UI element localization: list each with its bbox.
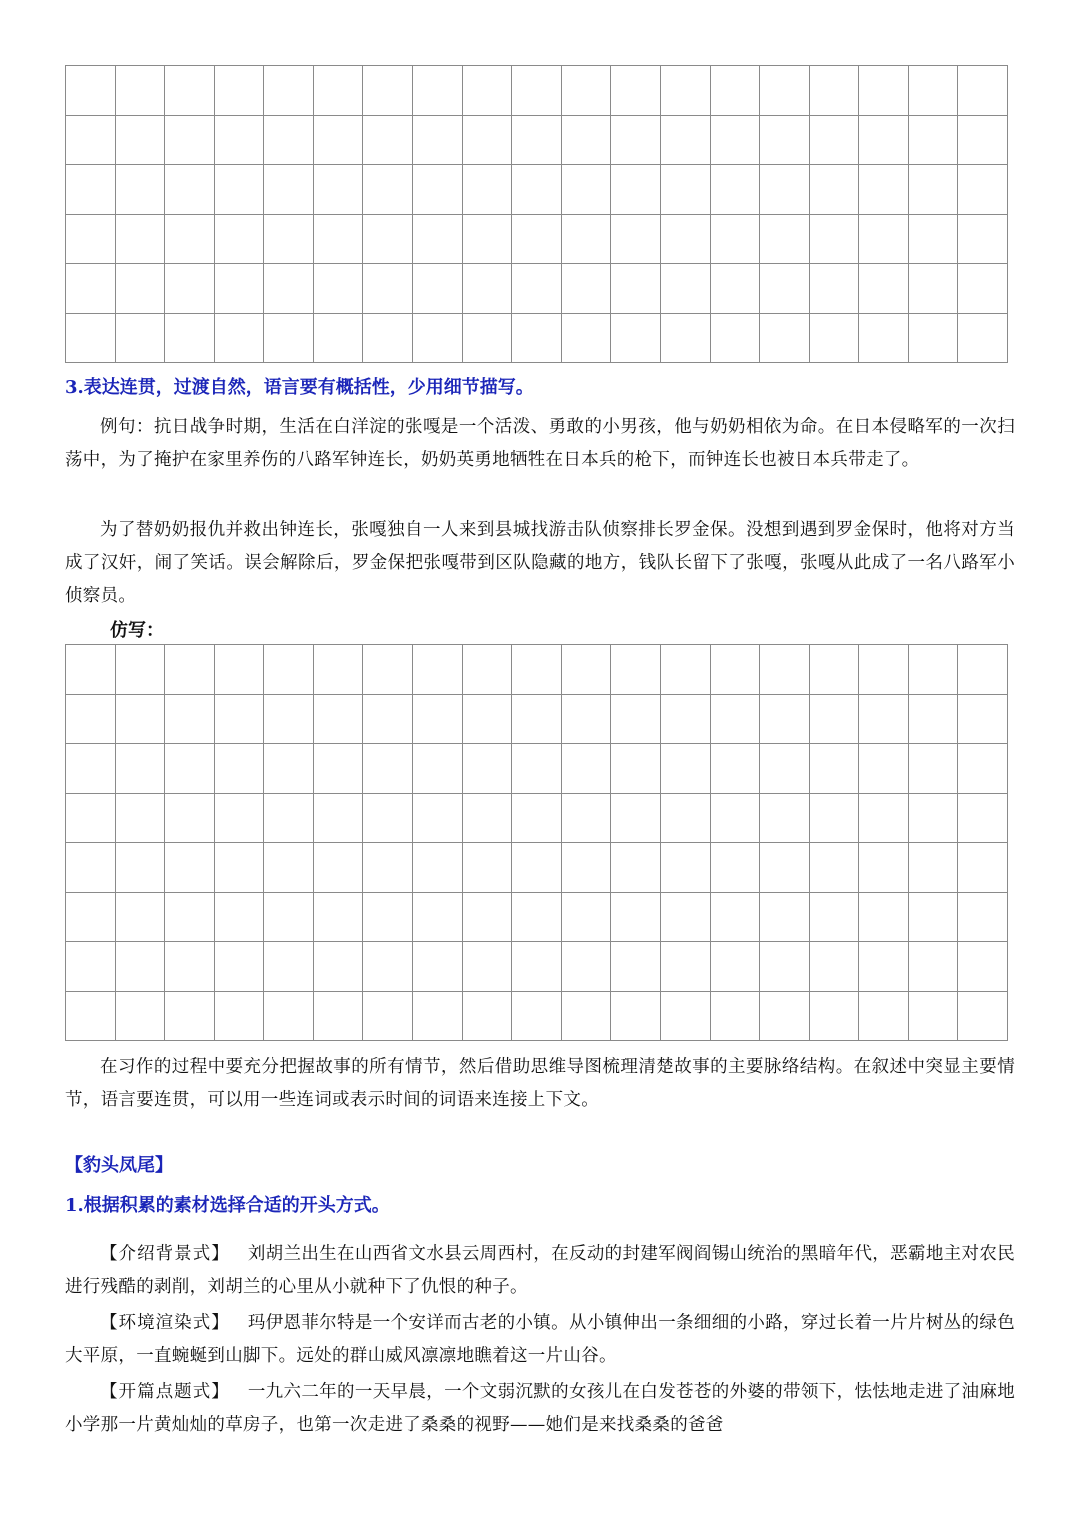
- grid-cell[interactable]: [512, 695, 562, 745]
- opening-item-environment: [65, 1307, 1015, 1373]
- grid-cell[interactable]: [760, 744, 810, 794]
- grid-cell[interactable]: [859, 116, 909, 166]
- grid-cell[interactable]: [909, 744, 959, 794]
- grid-cell[interactable]: [165, 893, 215, 943]
- grid-cell[interactable]: [264, 893, 314, 943]
- grid-cell[interactable]: [810, 165, 860, 215]
- grid-cell[interactable]: [413, 645, 463, 695]
- grid-cell[interactable]: [116, 116, 166, 166]
- grid-cell[interactable]: [711, 695, 761, 745]
- grid-cell[interactable]: [810, 992, 860, 1042]
- grid-cell[interactable]: [463, 893, 513, 943]
- grid-cell[interactable]: [215, 66, 265, 116]
- grid-cell[interactable]: [66, 695, 116, 745]
- grid-cell[interactable]: [215, 165, 265, 215]
- grid-cell[interactable]: [215, 264, 265, 314]
- grid-cell[interactable]: [512, 215, 562, 265]
- grid-cell[interactable]: [463, 264, 513, 314]
- grid-cell[interactable]: [314, 314, 364, 364]
- grid-cell[interactable]: [463, 992, 513, 1042]
- grid-cell[interactable]: [66, 744, 116, 794]
- grid-cell[interactable]: [512, 116, 562, 166]
- grid-cell[interactable]: [264, 165, 314, 215]
- grid-cell[interactable]: [165, 794, 215, 844]
- grid-cell[interactable]: [909, 165, 959, 215]
- grid-cell[interactable]: [363, 744, 413, 794]
- grid-cell[interactable]: [116, 66, 166, 116]
- grid-cell[interactable]: [958, 264, 1008, 314]
- grid-cell[interactable]: [264, 992, 314, 1042]
- grid-cell[interactable]: [314, 264, 364, 314]
- grid-cell[interactable]: [116, 942, 166, 992]
- grid-cell[interactable]: [314, 66, 364, 116]
- grid-cell[interactable]: [661, 942, 711, 992]
- grid-cell[interactable]: [859, 264, 909, 314]
- grid-cell[interactable]: [215, 992, 265, 1042]
- grid-cell[interactable]: [810, 942, 860, 992]
- grid-cell[interactable]: [711, 215, 761, 265]
- grid-cell[interactable]: [66, 165, 116, 215]
- grid-cell[interactable]: [165, 264, 215, 314]
- grid-cell[interactable]: [512, 645, 562, 695]
- grid-cell[interactable]: [760, 695, 810, 745]
- example-paragraph-1: 例句：抗日战争时期，生活在白洋淀的张嘎是一个活泼、勇敢的小男孩，他与奶奶相依为命。在日本侵略军的一次扫荡中，为了掩护在家里养伤的八路军钟连长，奶奶英勇地牺牲在日本兵的枪下，而钟连长也被日本兵带走了。: [65, 417, 1015, 470]
- grid-cell[interactable]: [562, 645, 612, 695]
- grid-cell[interactable]: [116, 314, 166, 364]
- opening-item-tag: 【开篇点题式】: [100, 1382, 230, 1402]
- grid-cell[interactable]: [810, 744, 860, 794]
- grid-cell[interactable]: [909, 992, 959, 1042]
- grid-cell[interactable]: [958, 314, 1008, 364]
- grid-cell[interactable]: [661, 645, 711, 695]
- grid-cell[interactable]: [711, 992, 761, 1042]
- grid-cell[interactable]: [363, 116, 413, 166]
- section-title-baotou-fengwei: 【豹头凤尾】: [65, 1155, 173, 1176]
- grid-cell[interactable]: [215, 744, 265, 794]
- grid-cell[interactable]: [512, 942, 562, 992]
- grid-cell[interactable]: [760, 794, 810, 844]
- grid-cell[interactable]: [661, 215, 711, 265]
- grid-cell[interactable]: [215, 215, 265, 265]
- grid-cell[interactable]: [909, 893, 959, 943]
- grid-cell[interactable]: [958, 843, 1008, 893]
- grid-cell[interactable]: [611, 794, 661, 844]
- grid-cell[interactable]: [711, 843, 761, 893]
- grid-cell[interactable]: [661, 744, 711, 794]
- grid-cell[interactable]: [215, 942, 265, 992]
- grid-cell[interactable]: [66, 794, 116, 844]
- grid-cell[interactable]: [810, 695, 860, 745]
- grid-cell[interactable]: [413, 794, 463, 844]
- grid-cell[interactable]: [611, 695, 661, 745]
- grid-cell[interactable]: [363, 992, 413, 1042]
- grid-cell[interactable]: [859, 942, 909, 992]
- grid-cell[interactable]: [611, 843, 661, 893]
- grid-cell[interactable]: [711, 314, 761, 364]
- grid-cell[interactable]: [512, 794, 562, 844]
- grid-cell[interactable]: [611, 645, 661, 695]
- grid-cell[interactable]: [512, 893, 562, 943]
- grid-cell[interactable]: [363, 264, 413, 314]
- grid-cell[interactable]: [363, 165, 413, 215]
- grid-cell[interactable]: [611, 66, 661, 116]
- grid-cell[interactable]: [215, 843, 265, 893]
- grid-cell[interactable]: [562, 794, 612, 844]
- grid-cell[interactable]: [859, 744, 909, 794]
- grid-cell[interactable]: [760, 314, 810, 364]
- grid-cell[interactable]: [264, 744, 314, 794]
- grid-cell[interactable]: [314, 893, 364, 943]
- grid-cell[interactable]: [711, 794, 761, 844]
- grid-cell[interactable]: [512, 165, 562, 215]
- grid-cell[interactable]: [562, 264, 612, 314]
- grid-cell[interactable]: [66, 314, 116, 364]
- grid-cell[interactable]: [760, 843, 810, 893]
- grid-cell[interactable]: [363, 893, 413, 943]
- grid-cell[interactable]: [859, 314, 909, 364]
- grid-cell[interactable]: [264, 645, 314, 695]
- grid-cell[interactable]: [711, 66, 761, 116]
- grid-cell[interactable]: [463, 744, 513, 794]
- grid-cell[interactable]: [314, 744, 364, 794]
- grid-cell[interactable]: [116, 215, 166, 265]
- grid-cell[interactable]: [810, 314, 860, 364]
- grid-cell[interactable]: [711, 645, 761, 695]
- grid-cell[interactable]: [661, 66, 711, 116]
- grid-cell[interactable]: [66, 992, 116, 1042]
- grid-cell[interactable]: [810, 215, 860, 265]
- grid-cell[interactable]: [661, 314, 711, 364]
- grid-cell[interactable]: [512, 314, 562, 364]
- grid-cell[interactable]: [512, 843, 562, 893]
- grid-cell[interactable]: [661, 165, 711, 215]
- grid-cell[interactable]: [463, 314, 513, 364]
- grid-cell[interactable]: [958, 215, 1008, 265]
- opening-item-theme: [65, 1376, 1015, 1442]
- grid-cell[interactable]: [760, 264, 810, 314]
- grid-cell[interactable]: [859, 66, 909, 116]
- grid-cell[interactable]: [66, 645, 116, 695]
- writing-grid-top[interactable]: [65, 65, 1008, 363]
- grid-cell[interactable]: [859, 165, 909, 215]
- grid-cell[interactable]: [264, 695, 314, 745]
- grid-cell[interactable]: [413, 744, 463, 794]
- grid-cell[interactable]: [413, 215, 463, 265]
- grid-cell[interactable]: [958, 794, 1008, 844]
- grid-cell[interactable]: [66, 66, 116, 116]
- grid-cell[interactable]: [512, 66, 562, 116]
- grid-cell[interactable]: [810, 893, 860, 943]
- grid-cell[interactable]: [512, 264, 562, 314]
- imitate-label: 仿写：: [110, 620, 164, 641]
- grid-cell[interactable]: [562, 165, 612, 215]
- grid-cell[interactable]: [363, 66, 413, 116]
- grid-cell[interactable]: [463, 942, 513, 992]
- grid-cell[interactable]: [909, 314, 959, 364]
- grid-cell[interactable]: [165, 116, 215, 166]
- grid-cell[interactable]: [165, 744, 215, 794]
- grid-cell[interactable]: [215, 116, 265, 166]
- grid-cell[interactable]: [909, 942, 959, 992]
- grid-cell[interactable]: [314, 116, 364, 166]
- grid-cell[interactable]: [314, 794, 364, 844]
- grid-cell[interactable]: [909, 215, 959, 265]
- grid-cell[interactable]: [314, 992, 364, 1042]
- grid-cell[interactable]: [413, 843, 463, 893]
- grid-cell[interactable]: [314, 165, 364, 215]
- grid-cell[interactable]: [711, 744, 761, 794]
- grid-cell[interactable]: [661, 264, 711, 314]
- grid-cell[interactable]: [215, 314, 265, 364]
- grid-cell[interactable]: [116, 893, 166, 943]
- grid-cell[interactable]: [413, 992, 463, 1042]
- grid-cell[interactable]: [810, 264, 860, 314]
- grid-cell[interactable]: [661, 992, 711, 1042]
- grid-cell[interactable]: [314, 215, 364, 265]
- grid-cell[interactable]: [562, 215, 612, 265]
- grid-cell[interactable]: [958, 116, 1008, 166]
- grid-cell[interactable]: [810, 66, 860, 116]
- grid-cell[interactable]: [66, 215, 116, 265]
- grid-cell[interactable]: [512, 744, 562, 794]
- grid-cell[interactable]: [711, 893, 761, 943]
- grid-cell[interactable]: [165, 66, 215, 116]
- grid-cell[interactable]: [363, 942, 413, 992]
- grid-cell[interactable]: [116, 843, 166, 893]
- grid-cell[interactable]: [611, 264, 661, 314]
- grid-cell[interactable]: [909, 794, 959, 844]
- grid-cell[interactable]: [562, 992, 612, 1042]
- grid-cell[interactable]: [413, 893, 463, 943]
- grid-cell[interactable]: [760, 116, 810, 166]
- grid-cell[interactable]: [363, 314, 413, 364]
- grid-cell[interactable]: [165, 215, 215, 265]
- grid-cell[interactable]: [711, 264, 761, 314]
- opening-item-tag: 【介绍背景式】: [100, 1244, 230, 1264]
- grid-cell[interactable]: [562, 314, 612, 364]
- grid-cell[interactable]: [810, 794, 860, 844]
- grid-cell[interactable]: [314, 843, 364, 893]
- grid-cell[interactable]: [958, 695, 1008, 745]
- grid-cell[interactable]: [711, 942, 761, 992]
- summary-paragraph: 在习作的过程中要充分把握故事的所有情节，然后借助思维导图梳理清楚故事的主要脉络结构。在叙述中突显主要情节，语言要连贯，可以用一些连词或表示时间的词语来连接上下文。: [65, 1057, 1015, 1110]
- opening-item-text: 一九六二年的一天早晨，一个文弱沉默的女孩儿在白发苍苍的外婆的带领下，怯怯地走进了油麻地小学那一片黄灿灿的草房子，也第一次走进了桑桑的视野——她们是来找桑桑的爸爸: [65, 1382, 1016, 1435]
- grid-cell[interactable]: [810, 116, 860, 166]
- grid-cell[interactable]: [958, 645, 1008, 695]
- grid-cell[interactable]: [264, 215, 314, 265]
- grid-cell[interactable]: [463, 116, 513, 166]
- grid-cell[interactable]: [661, 695, 711, 745]
- grid-cell[interactable]: [314, 695, 364, 745]
- opening-item-tag: 【环境渲染式】: [100, 1313, 230, 1333]
- grid-cell[interactable]: [611, 744, 661, 794]
- grid-cell[interactable]: [562, 116, 612, 166]
- grid-cell[interactable]: [66, 893, 116, 943]
- grid-cell[interactable]: [958, 165, 1008, 215]
- grid-cell[interactable]: [215, 794, 265, 844]
- grid-cell[interactable]: [463, 695, 513, 745]
- grid-cell[interactable]: [661, 893, 711, 943]
- grid-cell[interactable]: [165, 843, 215, 893]
- grid-cell[interactable]: [810, 843, 860, 893]
- grid-cell[interactable]: [859, 645, 909, 695]
- grid-cell[interactable]: [909, 116, 959, 166]
- opening-item-background: [65, 1238, 1015, 1304]
- writing-grid-bottom[interactable]: [65, 644, 1008, 1041]
- grid-cell[interactable]: [760, 893, 810, 943]
- grid-cell[interactable]: [215, 695, 265, 745]
- grid-cell[interactable]: [909, 695, 959, 745]
- grid-cell[interactable]: [66, 116, 116, 166]
- grid-cell[interactable]: [264, 116, 314, 166]
- grid-cell[interactable]: [165, 165, 215, 215]
- grid-cell[interactable]: [116, 744, 166, 794]
- grid-cell[interactable]: [859, 794, 909, 844]
- grid-cell[interactable]: [562, 695, 612, 745]
- grid-cell[interactable]: [264, 942, 314, 992]
- grid-cell[interactable]: [413, 264, 463, 314]
- grid-cell[interactable]: [958, 992, 1008, 1042]
- grid-cell[interactable]: [463, 165, 513, 215]
- grid-cell[interactable]: [363, 794, 413, 844]
- grid-cell[interactable]: [116, 264, 166, 314]
- grid-cell[interactable]: [760, 66, 810, 116]
- section-1-heading: 1.根据积累的素材选择合适的开头方式。: [65, 1195, 390, 1216]
- grid-cell[interactable]: [859, 695, 909, 745]
- grid-cell[interactable]: [363, 645, 413, 695]
- grid-cell[interactable]: [264, 66, 314, 116]
- grid-cell[interactable]: [760, 992, 810, 1042]
- grid-cell[interactable]: [314, 645, 364, 695]
- grid-cell[interactable]: [413, 165, 463, 215]
- grid-cell[interactable]: [958, 942, 1008, 992]
- grid-cell[interactable]: [909, 264, 959, 314]
- grid-cell[interactable]: [909, 66, 959, 116]
- grid-cell[interactable]: [363, 843, 413, 893]
- grid-cell[interactable]: [562, 893, 612, 943]
- grid-cell[interactable]: [562, 66, 612, 116]
- grid-cell[interactable]: [463, 794, 513, 844]
- opening-item-text: 刘胡兰出生在山西省文水县云周西村，在反动的封建军阀阎锡山统治的黑暗年代，恶霸地主对农民进行残酷的剥削，刘胡兰的心里从小就种下了仇恨的种子。: [65, 1244, 1016, 1297]
- grid-cell[interactable]: [165, 992, 215, 1042]
- grid-cell[interactable]: [859, 843, 909, 893]
- grid-cell[interactable]: [859, 215, 909, 265]
- section-3-heading: 3.表达连贯，过渡自然，语言要有概括性，少用细节描写。: [65, 377, 534, 398]
- grid-cell[interactable]: [611, 215, 661, 265]
- grid-cell[interactable]: [165, 695, 215, 745]
- grid-cell[interactable]: [165, 645, 215, 695]
- grid-cell[interactable]: [661, 794, 711, 844]
- grid-cell[interactable]: [611, 165, 661, 215]
- grid-cell[interactable]: [413, 116, 463, 166]
- opening-item-text: 玛伊恩菲尔特是一个安详而古老的小镇。从小镇伸出一条细细的小路，穿过长着一片片树丛的绿色大平原，一直蜿蜒到山脚下。远处的群山威风凛凛地瞧着这一片山谷。: [65, 1313, 1016, 1366]
- grid-cell[interactable]: [909, 645, 959, 695]
- grid-cell[interactable]: [909, 843, 959, 893]
- grid-cell[interactable]: [661, 116, 711, 166]
- grid-cell[interactable]: [264, 314, 314, 364]
- grid-cell[interactable]: [314, 942, 364, 992]
- grid-cell[interactable]: [264, 264, 314, 314]
- grid-cell[interactable]: [512, 992, 562, 1042]
- grid-cell[interactable]: [66, 942, 116, 992]
- grid-cell[interactable]: [859, 893, 909, 943]
- grid-cell[interactable]: [165, 942, 215, 992]
- grid-cell[interactable]: [463, 215, 513, 265]
- grid-cell[interactable]: [165, 314, 215, 364]
- grid-cell[interactable]: [611, 314, 661, 364]
- grid-cell[interactable]: [611, 116, 661, 166]
- grid-cell[interactable]: [760, 165, 810, 215]
- grid-cell[interactable]: [810, 645, 860, 695]
- grid-cell[interactable]: [760, 215, 810, 265]
- grid-cell[interactable]: [116, 645, 166, 695]
- example-paragraph-2: 为了替奶奶报仇并救出钟连长，张嘎独自一人来到县城找游击队侦察排长罗金保。没想到遇到罗金保时，他将对方当成了汉奸，闹了笑话。误会解除后，罗金保把张嘎带到区队隐藏的地方，钱队长留下了张嘎，张嘎从此成了一名八路军小侦察员。: [65, 520, 1015, 606]
- grid-cell[interactable]: [116, 165, 166, 215]
- grid-cell[interactable]: [463, 645, 513, 695]
- grid-cell[interactable]: [562, 843, 612, 893]
- grid-cell[interactable]: [215, 893, 265, 943]
- grid-cell[interactable]: [958, 66, 1008, 116]
- grid-cell[interactable]: [562, 744, 612, 794]
- grid-cell[interactable]: [413, 695, 463, 745]
- grid-cell[interactable]: [264, 843, 314, 893]
- grid-cell[interactable]: [363, 215, 413, 265]
- grid-cell[interactable]: [958, 744, 1008, 794]
- grid-cell[interactable]: [413, 942, 463, 992]
- grid-cell[interactable]: [562, 942, 612, 992]
- grid-cell[interactable]: [611, 992, 661, 1042]
- grid-cell[interactable]: [215, 645, 265, 695]
- grid-cell[interactable]: [463, 843, 513, 893]
- grid-cell[interactable]: [611, 942, 661, 992]
- grid-cell[interactable]: [66, 264, 116, 314]
- grid-cell[interactable]: [859, 992, 909, 1042]
- grid-cell[interactable]: [463, 66, 513, 116]
- grid-cell[interactable]: [66, 843, 116, 893]
- grid-cell[interactable]: [116, 695, 166, 745]
- grid-cell[interactable]: [711, 165, 761, 215]
- grid-cell[interactable]: [116, 992, 166, 1042]
- grid-cell[interactable]: [760, 942, 810, 992]
- grid-cell[interactable]: [116, 794, 166, 844]
- grid-cell[interactable]: [413, 66, 463, 116]
- grid-cell[interactable]: [661, 843, 711, 893]
- grid-cell[interactable]: [958, 893, 1008, 943]
- grid-cell[interactable]: [264, 794, 314, 844]
- grid-cell[interactable]: [611, 893, 661, 943]
- grid-cell[interactable]: [363, 695, 413, 745]
- grid-cell[interactable]: [760, 645, 810, 695]
- grid-cell[interactable]: [711, 116, 761, 166]
- grid-cell[interactable]: [413, 314, 463, 364]
